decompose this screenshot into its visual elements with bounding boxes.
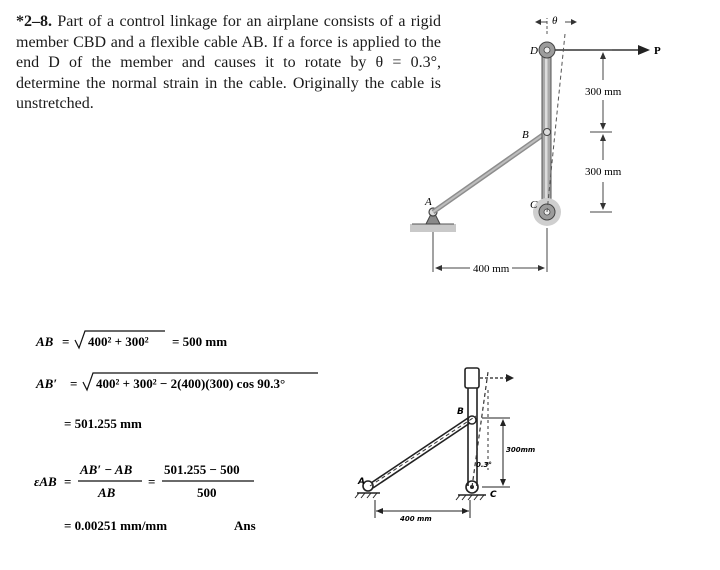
eps-lhs: εAB	[34, 474, 57, 489]
ab-eq-sign: =	[62, 334, 70, 349]
problem-number: *2–8.	[16, 13, 52, 30]
label-c: C	[530, 199, 538, 211]
abp-value: = 501.255 mm	[64, 416, 142, 431]
dim-lower-text: 300 mm	[585, 166, 622, 178]
ab-lhs: AB	[36, 334, 54, 349]
ab-radicand: 400² + 300²	[88, 334, 149, 349]
label-a: A	[425, 196, 432, 208]
abp-eq-sign: =	[70, 376, 78, 391]
sketch-dim-horizontal-text: 400 mm	[400, 515, 432, 523]
abp-lhs: AB′	[36, 376, 57, 391]
dim-upper-text: 300 mm	[585, 86, 622, 98]
sketch-rotated-line	[472, 372, 488, 487]
eps-eq-sign: =	[64, 474, 72, 489]
ab-result: = 500 mm	[172, 334, 228, 349]
label-theta: θ	[552, 15, 558, 27]
problem-text: Part of a control linkage for an airplane consists of a rigid member CBD and a flexible cable AB. If a force is applied to the end D of the member and causes it to rotate by θ = 0.3°, determine the normal strain in the cable. Originally the cable is unstretched.	[16, 13, 442, 112]
eps-eq-sign-2: =	[148, 474, 156, 489]
sketch-label-c: C	[490, 490, 497, 500]
sketch-angle-text: 0.3°	[476, 461, 492, 469]
label-d: D	[530, 45, 538, 57]
sketch-label-a: A	[358, 477, 365, 487]
final-result: = 0.00251 mm/mm	[64, 518, 168, 533]
sketch-dim-vertical-text: 300mm	[506, 446, 536, 454]
sketch-label-b: B	[457, 407, 464, 417]
frac1-denominator: AB	[98, 485, 116, 500]
label-p: P	[654, 45, 661, 57]
sketch-handle	[465, 368, 479, 388]
frac2-numerator: 501.255 − 500	[164, 462, 240, 477]
frac1-numerator: AB′ − AB	[80, 462, 133, 477]
dim-horizontal-text: 400 mm	[473, 263, 510, 275]
frac2-denominator: 500	[197, 485, 217, 500]
abp-radicand: 400² + 300² − 2(400)(300) cos 90.3°	[96, 376, 286, 391]
answer-label: Ans	[234, 518, 256, 533]
label-b: B	[522, 129, 529, 141]
sketch-cable	[371, 418, 468, 483]
